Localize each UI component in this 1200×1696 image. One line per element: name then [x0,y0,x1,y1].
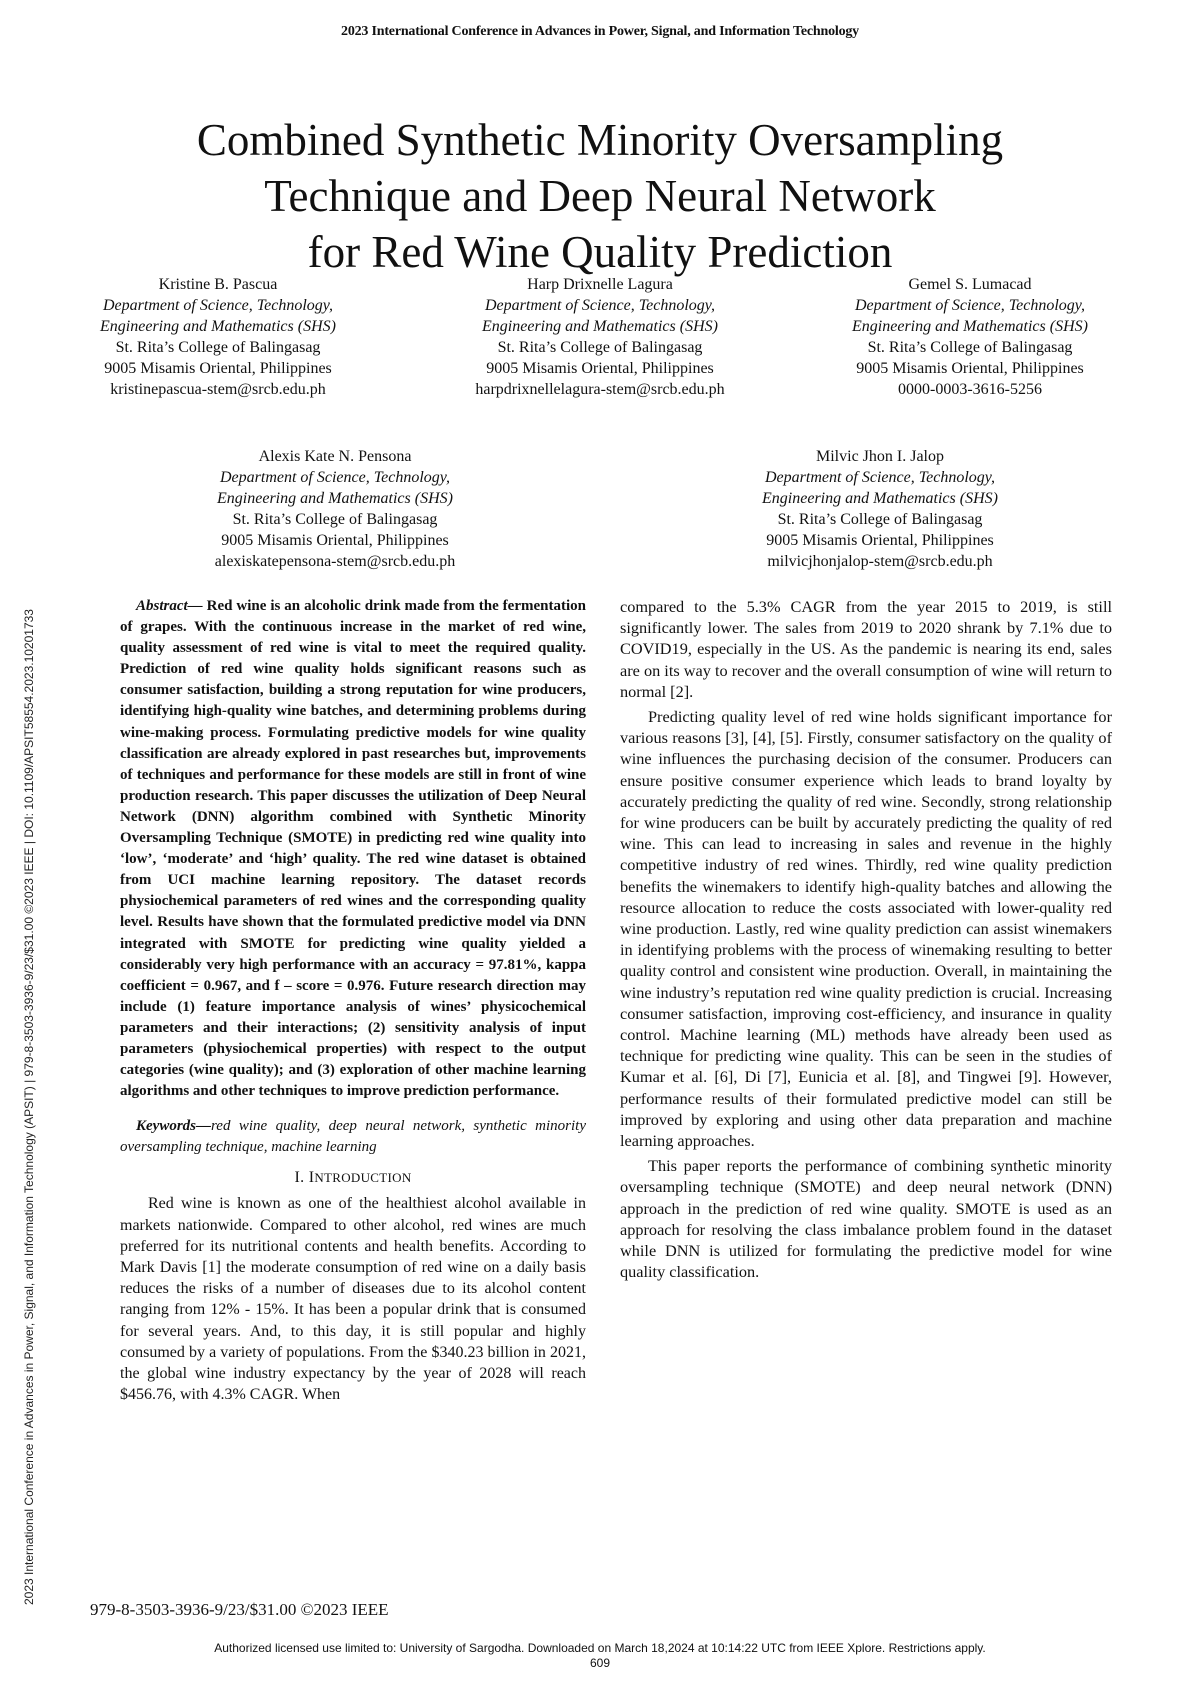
author-dept: Department of Science, Technology, [102,297,334,314]
body-paragraph-continued: compared to the 5.3% CAGR from the year 2015 to 2019, is still significantly lower. The sales from 2019 to 2020 shrank by 7.1% due to COVID19, especially in the US. As the pandemic is nearing its end, sales are on its way to recover and the overall consumption of wine will return to normal [2]. [620,597,1112,701]
author-dept: Engineering and Mathematics (SHS) [217,490,453,507]
author-dept: Engineering and Mathematics (SHS) [100,318,336,335]
right-column [620,596,1112,1283]
body-paragraph: Predicting quality level of red wine holds significant importance for various reasons [3], [4], [5]. Firstly, consumer satisfactory on the quality of wine influences the purchasing decision of the consumer. Producers can ensure positive consumer experience which leads to brand loyalty by accurately predicting the quality of red wine. Secondly, strong relationship for wine producers can be built by accurately predicting the quality of red wine. This can lead to increasing in sales and revenue in the highly competitive industry of red wines. Thirdly, red wine quality prediction benefits the winemakers to identify high-quality batches and allowing the resource allocation to reduce the costs associated with lower-quality red wine production. Lastly, red wine quality prediction can assist winemakers in identifying problems with the process of winemaking resulting to better quality control and consistent wine production. Overall, in maintaining the wine industry’s reputation red wine quality prediction is crucial. Increasing consumer satisfaction, improving cost-efficiency, and insurance in quality control. Machine learning (ML) methods have already been used as technique for predicting wine quality. This can be seen in the studies of Kumar et al. [6], Di [7], Eunicia et al. [8], and Tingwei [9]. However, performance results of their formulated predictive model can still be improved by exploring and using other data preparation and machine learning approaches. [620,707,1112,1151]
author-email: harpdrixnellelagura-stem@srcb.edu.ph [475,381,725,398]
title-line-3: for Red Wine Quality Prediction [307,227,893,277]
author-college: St. Rita’s College of Balingasag [777,511,983,528]
license-text: Authorized licensed use limited to: University of Sargodha. Downloaded on March 18,2024 at 10:14:22 UTC from IEEE Xplore. Restrictions apply. [214,1641,986,1655]
license-footer [0,1641,1200,1671]
conference-header: 2023 International Conference in Advances in Power, Signal, and Information Technology [341,24,859,39]
author-email: kristinepascua-stem@srcb.edu.ph [110,381,326,398]
author-college: St. Rita’s College of Balingasag [115,339,321,356]
author-name: Harp Drixnelle Lagura [527,276,673,293]
section-title: NTRODUCTION [314,1170,412,1186]
author-address: 9005 Misamis Oriental, Philippines [104,360,332,377]
author-college: St. Rita’s College of Balingasag [867,339,1073,356]
author-dept: Engineering and Mathematics (SHS) [852,318,1088,335]
author-email: milvicjhonjalop-stem@srcb.edu.ph [767,553,993,570]
author-name: Gemel S. Lumacad [908,276,1032,293]
author-orcid: 0000-0003-3616-5256 [898,381,1042,398]
copyright-notice: 979-8-3503-3936-9/23/$31.00 ©2023 IEEE [90,1600,389,1619]
author-email: alexiskatepensona-stem@srcb.edu.ph [214,553,456,570]
author-address: 9005 Misamis Oriental, Philippines [486,360,714,377]
section-heading-introduction [120,1167,586,1188]
author-dept: Engineering and Mathematics (SHS) [482,318,718,335]
author-address: 9005 Misamis Oriental, Philippines [856,360,1084,377]
title-line-2: Technique and Deep Neural Network [264,171,936,221]
side-citation: 2023 International Conference in Advances in Power, Signal, and Information Technology (APSIT) | 979-8-3503-3936-9/23/$31.00 ©2023 IEEE | DOI: 10.1109/APSIT58554.2023.10201733 [22,609,36,1605]
author-block [820,274,1120,400]
abstract-text: Red wine is an alcoholic drink made from the fermentation of grapes. With the continuous increase in the market of red wine, quality assessment of red wine is vital to meet the required quality. Prediction of red wine quality holds significant reasons such as consumer satisfaction, building a strong reputation for wine producers, identifying high-quality wine batches, and determining problems during wine-making process. Formulating predictive models for wine quality classification are already explored in past researches but, improvements of techniques and performance for these models are still in front of wine production research. This paper discusses the utilization of Deep Neural Network (DNN) algorithm combined with Synthetic Minority Oversampling Technique (SMOTE) in predicting red wine quality into ‘low’, ‘moderate’ and ‘high’ quality. The red wine dataset is obtained from UCI machine learning repository. The dataset records physiochemical parameters of red wines and the corresponding quality level. Results have shown that the formulated predictive model via DNN integrated with SMOTE for predicting wine quality yielded a considerably very high performance with an accuracy = 97.81%, kappa coefficient = 0.967, and f – score = 0.976. Future research direction may include (1) feature importance analysis of wines’ physicochemical parameters and their interactions; (2) sensitivity analysis of input parameters (physiochemical properties) with respect to the output categories (wine quality); and (3) exploration of other machine learning algorithms and other techniques to improve prediction performance. [120,598,586,1100]
author-college: St. Rita’s College of Balingasag [497,339,703,356]
abstract-label: Abstract— [136,598,203,614]
left-column [120,596,586,1405]
section-numeral: I. I [294,1169,315,1187]
author-name: Alexis Kate N. Pensona [258,448,412,465]
paper-title [80,112,1120,280]
author-dept: Department of Science, Technology, [484,297,716,314]
author-address: 9005 Misamis Oriental, Philippines [766,532,994,549]
body-paragraph: This paper reports the performance of combining synthetic minority oversampling technique (SMOTE) and deep neural network (DNN) approach in the prediction of red wine quality. SMOTE is used as an approach for resolving the class imbalance problem found in the dataset while DNN is utilized for formulating the predictive model for wine quality classification. [620,1156,1112,1282]
author-college: St. Rita’s College of Balingasag [232,511,438,528]
author-block [68,274,368,400]
author-dept: Engineering and Mathematics (SHS) [762,490,998,507]
author-block [450,274,750,400]
author-block [185,446,485,572]
author-address: 9005 Misamis Oriental, Philippines [221,532,449,549]
author-name: Kristine B. Pascua [158,276,278,293]
body-paragraph: Red wine is known as one of the healthiest alcohol available in markets nationwide. Compared to other alcohol, red wines are much preferred for its nutritional contents and health benefits. According to Mark Davis [1] the moderate consumption of red wine on a daily basis reduces the risks of a number of diseases due to its alcohol content ranging from 12% - 15%. It has been a popular drink that is consumed for several years. And, to this day, it is still popular and highly consumed by a variety of populations. From the $340.23 billion in 2021, the global wine industry expectancy by the year of 2028 will reach $456.76, with 4.3% CAGR. When [120,1195,586,1404]
author-block [730,446,1030,572]
author-name: Milvic Jhon I. Jalop [816,448,944,465]
keywords-text: red wine quality, deep neural network, synthetic minority oversampling technique, machine learning [120,1118,586,1156]
author-dept: Department of Science, Technology, [854,297,1086,314]
abstract [120,596,586,1102]
keywords [120,1116,586,1158]
author-dept: Department of Science, Technology, [219,469,451,486]
page-number: 609 [589,1656,611,1670]
title-line-1: Combined Synthetic Minority Oversampling [196,115,1004,165]
keywords-label: Keywords— [136,1118,211,1135]
author-dept: Department of Science, Technology, [764,469,996,486]
